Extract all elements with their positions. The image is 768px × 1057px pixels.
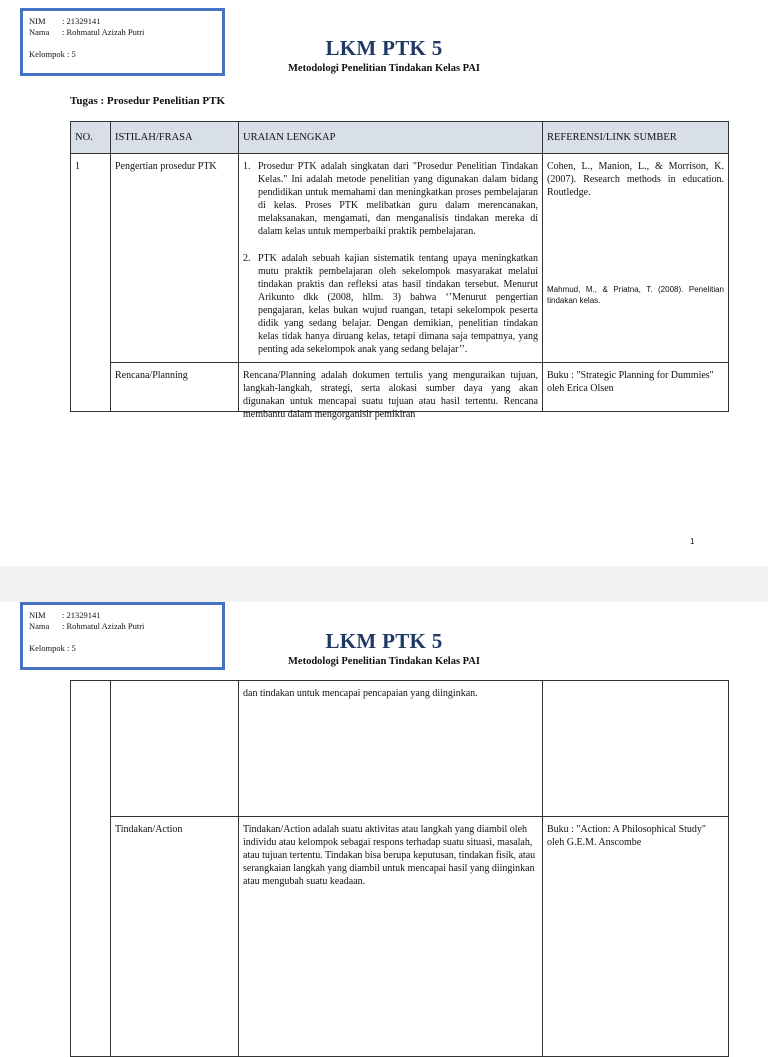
item-text: PTK adalah sebuah kajian sistematik tentang upaya meningkatkan mutu praktik pembelajaran oleh sekelompok masyarakat melalui tindakan praktis dan refleksi atas hasil tindakan tersebut. Menurut Arikunto dkk (2008, hllm. 3) bahwa ‘’Menurut pengertian pengajaran, kelas bukan wujud ruangan, tetapi sekelompok peserta didik yang sedang belajar. Dengan demikian, penelitian tindakan kelas tidak hanya diruang kelas, tetapi dimana saja tempatnya, yang penting ada sekelompok anak yang sedang belajar’’. [258,253,538,355]
nim-label: NIM [29,610,46,620]
table-header-row [71,122,729,154]
item-number: 2. [243,253,251,264]
table-row [71,363,729,412]
kelompok-label: Kelompok : 5 [29,643,76,653]
document-subtitle: Metodologi Penelitian Tindakan Kelas PAI [288,63,480,74]
document-title: LKM PTK 5 [325,629,443,653]
row-number: 1 [71,154,111,412]
nama-label: Nama [29,27,50,37]
term-cell [111,681,239,817]
table-row [71,154,729,363]
header-no: NO. [71,122,111,154]
reference-cell: Buku : "Strategic Planning for Dummies" oleh Erica Olsen [543,363,729,412]
nim-label: NIM [29,16,46,26]
item-number: 1. [243,161,251,172]
description-cell [239,154,543,363]
description-text: Rencana/Planning adalah dokumen tertulis yang menguraikan tujuan, langkah-langkah, strategi, serta alokasi sumber daya yang akan digunakan untuk mencapai suatu tujuan atau hasil tertentu. Rencana membantu dalam mengorganisir pemikiran [243,370,538,420]
reference-cell [543,681,729,817]
reference-cell: Buku : "Action: A Philosophical Study" oleh G.E.M. Anscombe [543,817,729,1057]
procedure-table [70,121,729,420]
page-number: 1 [690,537,695,546]
table-row [71,817,729,1057]
description-cell: dan tindakan untuk mencapai pencapaian yang diinginkan. [239,681,543,817]
row-number [71,681,111,1057]
reference-text: Mahmud, M., & Priatna, T. (2008). Penelitian tindakan kelas. [547,285,724,305]
nama-value: : Rohmatul Azizah Putri [62,621,145,631]
header-term: ISTILAH/FRASA [111,122,239,154]
description-cell: Tindakan/Action adalah suatu aktivitas atau langkah yang diambil oleh individu atau kelompok sebagai respons terhadap suatu situasi, masalah, atau tujuan tertentu. Tindakan bisa berupa keputusan, tindakan fisik, atau serangkaian langkah yang diambil untuk mencapai hasil yang diinginkan atau mengubah suatu keadaan. [239,817,543,1057]
nim-value: : 21329141 [62,16,101,26]
nama-value: : Rohmatul Azizah Putri [62,27,145,37]
term-cell: Rencana/Planning [111,363,239,412]
kelompok-label: Kelompok : 5 [29,49,76,59]
description-cell [239,363,543,420]
procedure-table-continued [70,680,729,1057]
description-item-1 [243,160,538,238]
page-separator [0,566,768,602]
nim-value: : 21329141 [62,610,101,620]
reference-cell [543,154,729,363]
term-cell: Pengertian prosedur PTK [111,154,239,363]
task-heading: Tugas : Prosedur Penelitian PTK [70,95,226,107]
document-subtitle: Metodologi Penelitian Tindakan Kelas PAI [288,656,480,667]
document-title: LKM PTK 5 [325,36,443,60]
term-cell: Tindakan/Action [111,817,239,1057]
table-row [71,681,729,817]
description-item-2 [243,252,538,356]
reference-text: Cohen, L., Manion, L., & Morrison, K. (2007). Research methods in education. Routledge. [547,161,724,198]
item-text: Prosedur PTK adalah singkatan dari "Prosedur Penelitian Tindakan Kelas." Ini adalah metode penelitian yang digunakan dalam bidang pendidikan untuk memahami dan meningkatkan proses pembelajaran di kelas. Proses PTK melibatkan guru dalam merencanakan, melaksanakan, mengamati, dan menganalisis tindakan mereka di dalam kelas untuk memperbaiki praktik pembelajaran. [258,161,538,237]
nama-label: Nama [29,621,50,631]
header-description: URAIAN LENGKAP [239,122,543,154]
header-reference: REFERENSI/LINK SUMBER [543,122,729,154]
